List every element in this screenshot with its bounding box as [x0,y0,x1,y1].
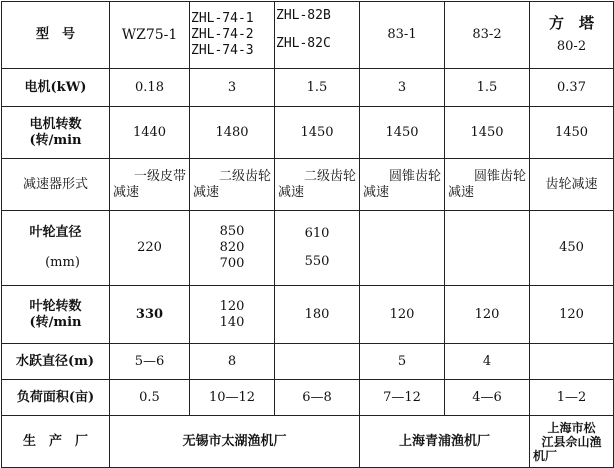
reducer-c6: 齿轮减速 [530,159,614,211]
header-reducer: 减速器形式 [2,159,110,211]
header-jump-dia: 水跃直径(m) [2,344,110,380]
maker-c: 上海市松 江县佘山渔 机厂 [530,416,614,468]
row-load-area [2,380,614,416]
load-area-c5: 4—6 [445,380,530,416]
row-impeller-dia [2,211,614,286]
motor-c6: 0.37 [530,69,614,107]
header-speed: 电机转数 (转/min [2,107,110,159]
load-area-c2: 10—12 [190,380,275,416]
motor-c1: 0.18 [110,69,190,107]
row-reducer [2,159,614,211]
speed-c1: 1440 [110,107,190,159]
impeller-dia-c6: 450 [530,211,614,286]
model-c6: 方 塔 80-2 [530,2,614,69]
load-area-c3: 6—8 [275,380,360,416]
jump-dia-c5: 4 [445,344,530,380]
row-jump-dia [2,344,614,380]
impeller-dia-c4 [360,211,445,286]
reducer-c3: 二级齿轮 减速 [275,159,360,211]
reducer-c4: 圆锥齿轮 减速 [360,159,445,211]
impeller-dia-c1: 220 [110,211,190,286]
spec-table [1,1,614,468]
reducer-c1: 一级皮带 减速 [110,159,190,211]
load-area-c1: 0.5 [110,380,190,416]
row-motor [2,69,614,107]
motor-c3: 1.5 [275,69,360,107]
model-c2: ZHL-74-1 ZHL-74-2 ZHL-74-3 [190,2,275,69]
impeller-speed-c6: 120 [530,286,614,344]
model-c1: WZ75-1 [110,2,190,69]
model-c3: ZHL-82B ZHL-82C [275,2,360,69]
impeller-speed-c5: 120 [445,286,530,344]
header-load-area: 负荷面积(亩) [2,380,110,416]
jump-dia-c1: 5—6 [110,344,190,380]
reducer-c2: 二级齿轮 减速 [190,159,275,211]
maker-a: 无锡市太湖渔机厂 [110,416,360,468]
impeller-dia-c5 [445,211,530,286]
speed-c2: 1480 [190,107,275,159]
row-impeller-speed [2,286,614,344]
row-speed [2,107,614,159]
speed-c3: 1450 [275,107,360,159]
header-motor: 电机(kW) [2,69,110,107]
load-area-c6: 1—2 [530,380,614,416]
speed-c6: 1450 [530,107,614,159]
load-area-c4: 7—12 [360,380,445,416]
impeller-speed-c1: 330 [110,286,190,344]
header-impeller-dia: 叶轮直径 (mm) [2,211,110,286]
motor-c2: 3 [190,69,275,107]
maker-b: 上海青浦渔机厂 [360,416,530,468]
jump-dia-c4: 5 [360,344,445,380]
model-c5: 83-2 [445,2,530,69]
row-maker [2,416,614,468]
jump-dia-c2: 8 [190,344,275,380]
impeller-dia-c2: 850 820 700 [190,211,275,286]
impeller-speed-c2: 120 140 [190,286,275,344]
jump-dia-c6 [530,344,614,380]
header-impeller-speed: 叶轮转数 (转/min [2,286,110,344]
impeller-dia-c3: 610 550 [275,211,360,286]
motor-c5: 1.5 [445,69,530,107]
impeller-speed-c3: 180 [275,286,360,344]
speed-c5: 1450 [445,107,530,159]
header-model: 型 号 [2,2,110,69]
impeller-speed-c4: 120 [360,286,445,344]
jump-dia-c3 [275,344,360,380]
reducer-c5: 圆锥齿轮 减速 [445,159,530,211]
row-model [2,2,614,69]
header-maker: 生 产 厂 [2,416,110,468]
model-c4: 83-1 [360,2,445,69]
motor-c4: 3 [360,69,445,107]
speed-c4: 1450 [360,107,445,159]
